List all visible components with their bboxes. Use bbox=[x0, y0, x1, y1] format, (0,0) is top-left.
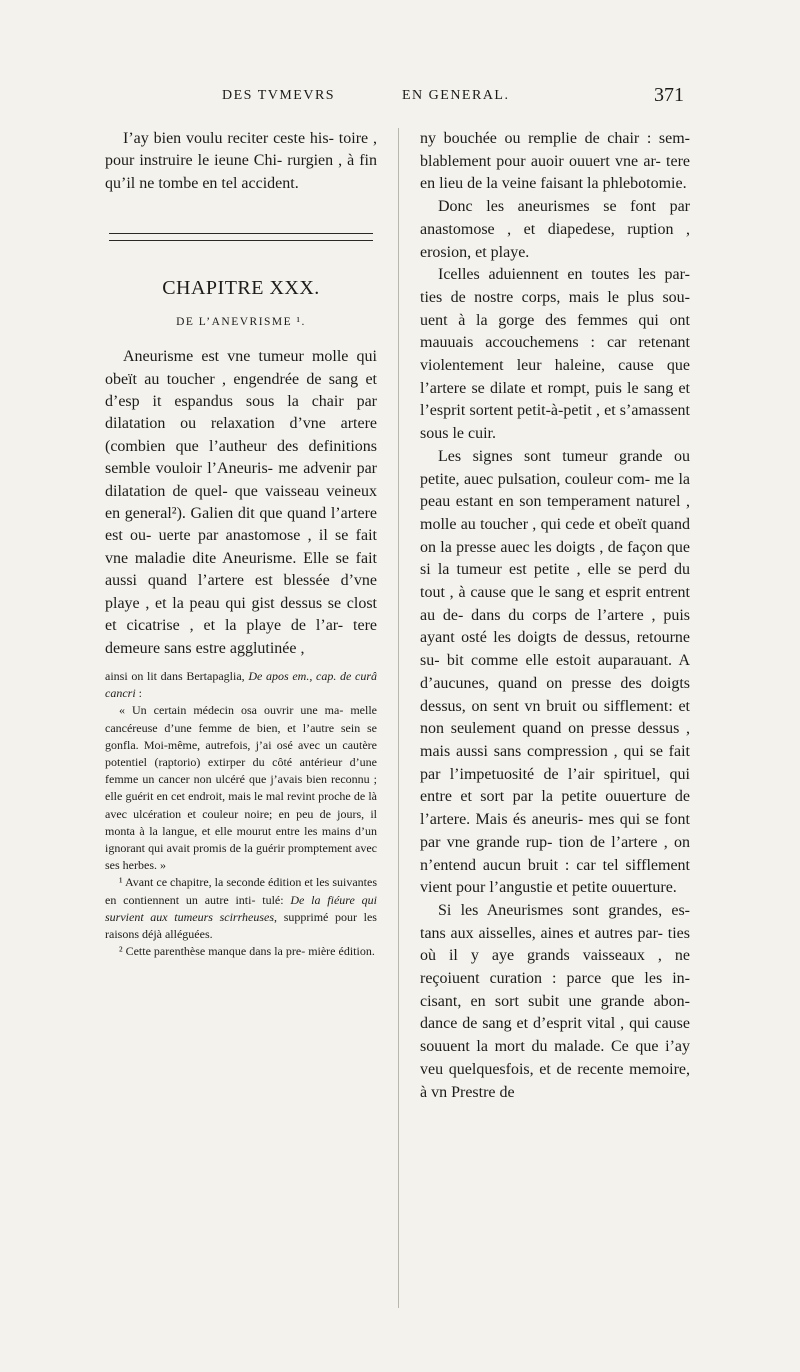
footnote-quote: « Un certain médecin osa ouvrir une ma- melle cancéreuse d’une femme de bien, et l’autre sein se gonfla. Moi-même, autrefois, j’ai osé avec un cautère potentiel (raptorio) extirper du côté antérieur d’une femme un cancer non ulcéré que j’avais bien reconnu ; elle guérit en cet endroit, mais le mal revint proche de là avec ulcération et couleur noire; en peu de jours, il monta à la langue, et elle mourut entre les mains d’un ignorant qui avait promis de la guérir promptement avec ses herbes. » bbox=[105, 703, 377, 873]
running-head-right: EN GENERAL. bbox=[402, 88, 510, 103]
chapter-title: CHAPITRE XXX. bbox=[162, 277, 320, 300]
right-paragraph-2: Donc les aneurismes se font par anastomose , et diapedese, ruption , erosion, et playe. bbox=[420, 198, 690, 261]
footnote-1-title: De la fiéure qui survient aux tumeurs scirrheuses bbox=[105, 892, 377, 924]
footnote-lead-colon: : bbox=[138, 686, 142, 701]
footnote-2: ² Cette parenthèse manque dans la pre- mière édition. bbox=[119, 944, 375, 959]
footnote-1-start: ¹ Avant ce chapitre, la seconde édition et les suivantes en contiennent un autre inti- tulé: bbox=[105, 875, 377, 907]
right-paragraph-3: Icelles aduiennent en toutes les par- ties de nostre corps, mais le plus sou- uent à la gorge des femmes qui ont mauuais accouchemens : car retenant violentement leur haleine, cause que l’artere se dilate et rompt, puis le sang et l’esprit sortent petit-à-petit , et s’amassent sous le cuir. bbox=[420, 266, 690, 443]
footnote-lead-text: ainsi on lit dans Bertapaglia, bbox=[105, 668, 245, 683]
right-paragraph-5: Si les Aneurismes sont grandes, es- tans aux aisselles, aines et autres par- ties où il y aye grands vaisseaux , ne reçoiuent curation : parce que les in- cisant, en sort subit une grande abon- dance de sang et d’esprit vital , qui cause souuent la mort du malade. Ce que i’ay veu quelquesfois, et de recente memoire, à vn Prestre de bbox=[420, 901, 690, 1101]
opening-paragraph: I’ay bien voulu reciter ceste his- toire , pour instruire le ieune Chi- rurgien , à fin qu’il ne tombe en tel accident. bbox=[105, 130, 377, 192]
main-paragraph: Aneurisme est vne tumeur molle qui obeït au toucher , engendrée de sang et d’esp it espandus sous la chair par dilatation ou relaxation d’vne artere (combien que l’autheur des definitions semble vouloir l’Aneuris- me advenir par dilatation de quel- que vaisseau veineux en general²). Galien dit que quand l’artere est ou- uerte par anastomose , il se fait vne maladie dite Aneurisme. Elle se fait aussi quand l’artere est blessée d’vne playe , et la peau qui gist dessus se clost et cicatrise , et la playe de l’ar- tere demeure sans estre agglutinée , bbox=[105, 348, 377, 657]
right-paragraph-4: Les signes sont tumeur grande ou petite, auec pulsation, couleur com- me la peau estant en son temperament naturel , molle au toucher , qui cede et obeït quand on la presse auec les doigts , de façon que si la tumeur est petite , elle se perd du tout , à cause que le sang et esprit entrent au de- dans du corps de l’artere , puis ayant osté les doigts de dessus, retourne su- bit comme elle estoit auparauant. A d’aucunes, quand on presse des doigts dessus, on sent vn bruit ou sifflement: et non seulement quand on presse dessus , mais aussi sans compression , qui se fait par l’impetuosité de l’air spirituel, qui entre et sort par la petite ouuerture de l’artere. Mais és aneuris- mes qui se font par vne grande rup- tion de l’artere , on n’entend aucun bruit : car tel sifflement vient pour l’angustie et petite ouuerture. bbox=[420, 447, 690, 897]
page-number: 371 bbox=[654, 84, 684, 106]
running-head-left: DES TVMEVRS bbox=[222, 88, 336, 103]
chapter-divider bbox=[109, 233, 373, 241]
footnote-lead-citation: De apos em., cap. de curâ cancri bbox=[105, 668, 377, 701]
chapter-subtitle: DE L’ANEVRISME ¹. bbox=[176, 316, 306, 329]
right-column bbox=[420, 128, 690, 1104]
right-paragraph-1: ny bouchée ou remplie de chair : sem- blablement pour auoir ouuert vne ar- tere en lieu de la veine faisant la phlebotomie. bbox=[420, 130, 690, 193]
footnote-lead bbox=[105, 668, 377, 702]
running-head bbox=[0, 86, 800, 110]
column-divider bbox=[398, 128, 399, 1308]
footnote-1 bbox=[105, 874, 377, 943]
left-column bbox=[105, 128, 377, 960]
footnote-1-end: , supprimé pour les raisons déjà alléguées. bbox=[105, 909, 377, 941]
